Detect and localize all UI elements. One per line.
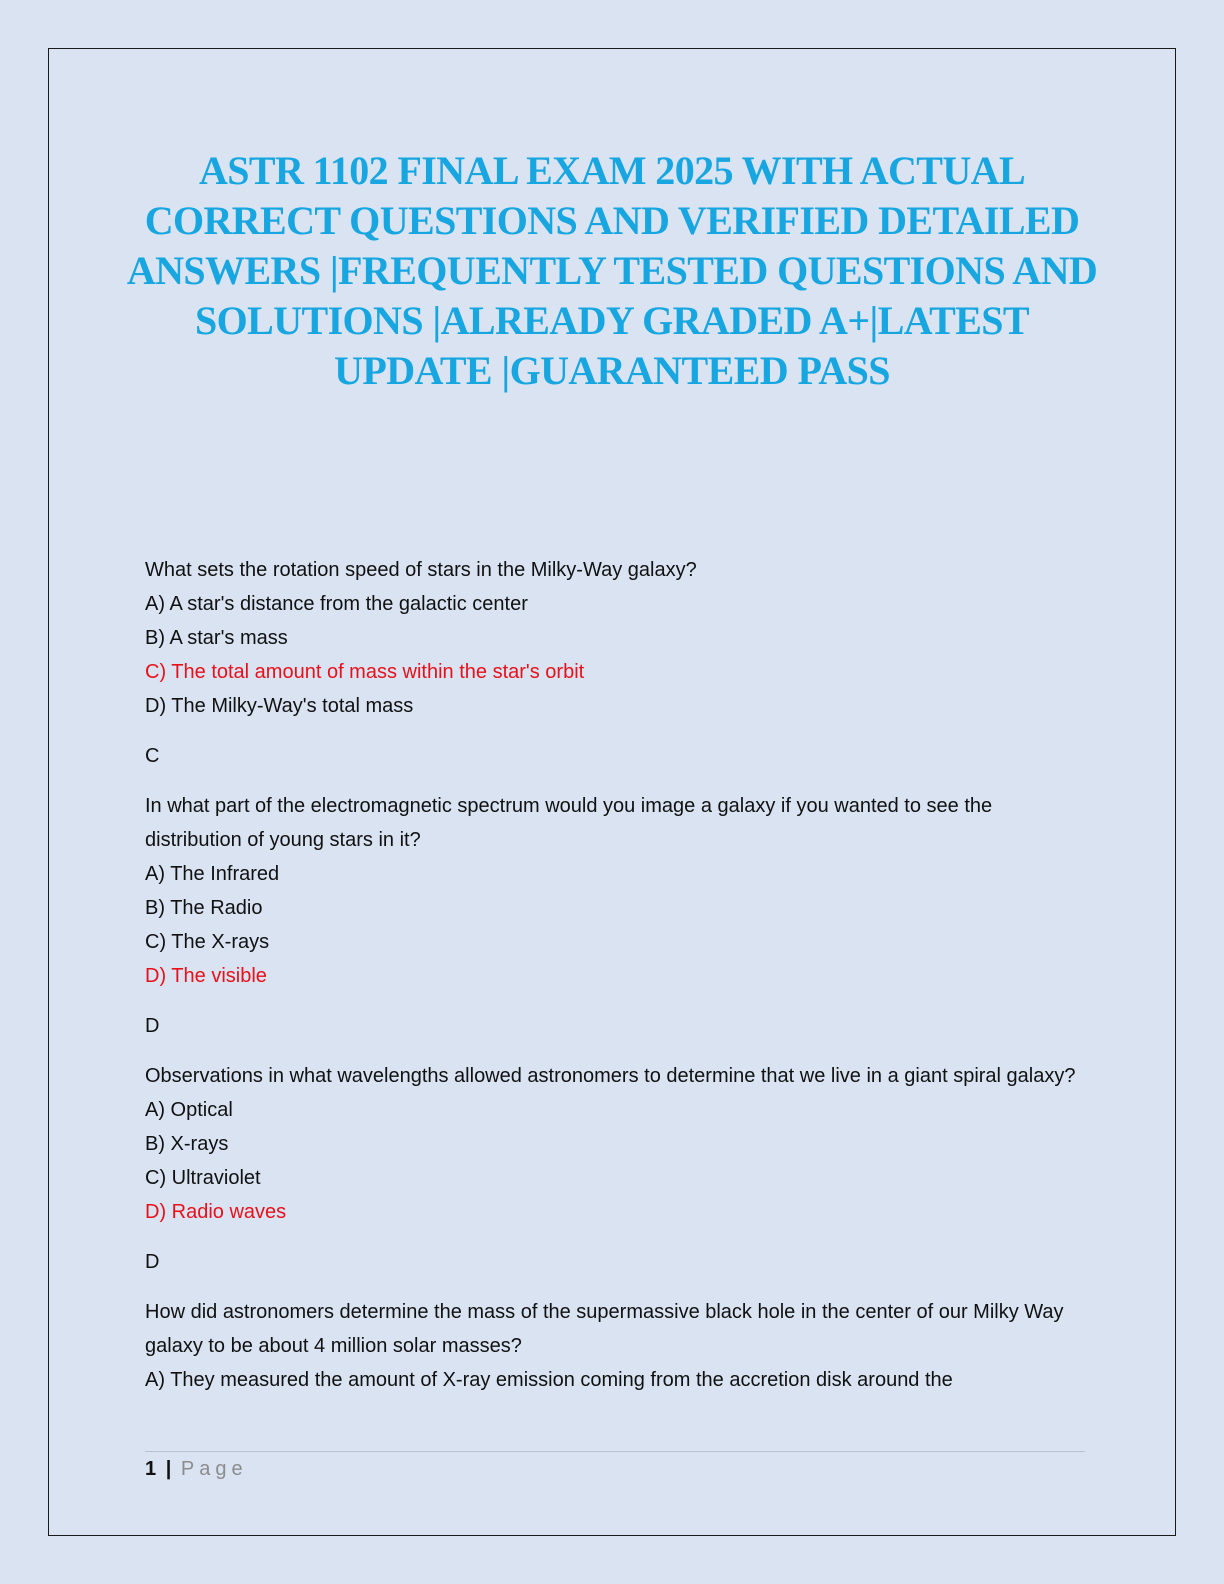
question-block-4 bbox=[145, 1295, 1085, 1397]
option-c-correct: C) The total amount of mass within the star's orbit bbox=[145, 661, 585, 683]
option-d: D) The Milky-Way's total mass bbox=[145, 695, 414, 717]
question-text: How did astronomers determine the mass of the supermassive black hole in the center of our Milky Way galaxy to be about 4 million solar masses? bbox=[145, 1301, 1064, 1357]
page-label: Page bbox=[180, 1458, 248, 1480]
question-block-2 bbox=[145, 789, 1085, 1043]
question-block-3 bbox=[145, 1059, 1085, 1279]
option-a: A) Optical bbox=[145, 1099, 233, 1121]
option-a: A) A star's distance from the galactic center bbox=[145, 593, 528, 615]
answer-key: C bbox=[145, 745, 160, 767]
question-text: What sets the rotation speed of stars in the Milky-Way galaxy? bbox=[145, 559, 697, 581]
option-b: B) The Radio bbox=[145, 897, 263, 919]
option-d-correct: D) The visible bbox=[145, 965, 267, 987]
questions-content bbox=[145, 553, 1085, 1397]
document-title: ASTR 1102 FINAL EXAM 2025 WITH ACTUAL CORRECT QUESTIONS AND VERIFIED DETAILED ANSWERS |FREQUENTLY TESTED QUESTIONS AND SOLUTIONS |ALREADY GRADED A+|LATEST UPDATE |GUARANTEED PASS bbox=[126, 148, 1098, 393]
answer-key: D bbox=[145, 1251, 160, 1273]
page-footer bbox=[145, 1455, 248, 1483]
answer-key: D bbox=[145, 1015, 160, 1037]
option-b: B) A star's mass bbox=[145, 627, 288, 649]
question-text: Observations in what wavelengths allowed astronomers to determine that we live in a giant spiral galaxy? bbox=[145, 1065, 1076, 1087]
question-text: In what part of the electromagnetic spectrum would you image a galaxy if you wanted to see the distribution of young stars in it? bbox=[145, 795, 993, 851]
option-a: A) They measured the amount of X-ray emission coming from the accretion disk around the bbox=[145, 1369, 953, 1391]
option-c: C) Ultraviolet bbox=[145, 1167, 261, 1189]
option-c: C) The X-rays bbox=[145, 931, 270, 953]
option-b: B) X-rays bbox=[145, 1133, 229, 1155]
page-number: 1 bbox=[145, 1458, 157, 1480]
footer-divider bbox=[145, 1451, 1085, 1452]
question-block-1 bbox=[145, 553, 1085, 773]
option-a: A) The Infrared bbox=[145, 863, 280, 885]
footer-separator: | bbox=[165, 1458, 172, 1480]
option-d-correct: D) Radio waves bbox=[145, 1201, 287, 1223]
